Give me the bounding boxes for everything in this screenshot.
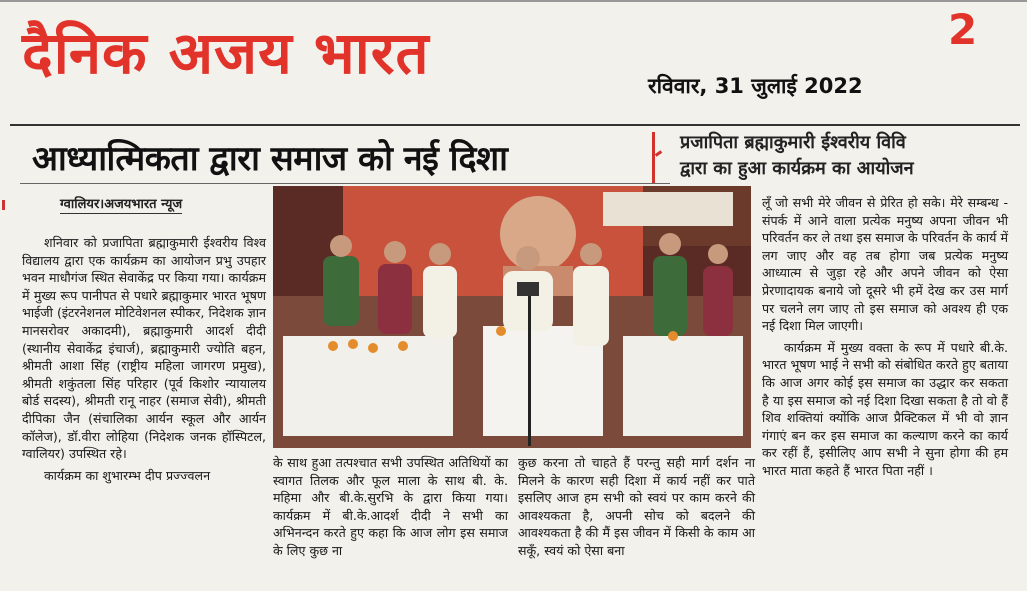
headline-divider-mark <box>652 132 660 184</box>
subhead-line-1: प्रजापिता ब्रह्माकुमारी ईश्वरीय विवि <box>680 132 906 153</box>
masthead-rule <box>10 124 1020 126</box>
article-column-3: कुछ करना तो चाहते हैं परन्तु सही मार्ग दर्शन ना मिलने के कारण सही दिशा में कार्य नहीं कर पाते इसलिए आज हम सभी को स्वयं पर काम करने की आवश्यकता है, अपनी सोच को बदलने की आवश्यकता है की मैं इस जीवन में किसी के काम आ सकूँ, स्वयं को ऐसा बना <box>518 455 755 558</box>
event-photo <box>273 186 751 448</box>
event-photo-illustration <box>273 186 751 448</box>
article-headline: आध्यात्मिकता द्वारा समाज को नई दिशा <box>32 139 508 179</box>
column-4-paragraph-1: लूँ जो सभी मेरे जीवन से प्रेरित हो सके। मेरे सम्बन्ध - संपर्क में आने वाला प्रत्येक मनुष्य अपना जीवन भी परिवर्तन कर ले तथा इस समाज के परिवर्तन के कार्य में लग जाए और वह तब होगा जब प्रत्येक मनुष्य आध्यात्म से जुड़ा रहे और अपने जीवन को ऐसा प्रेरणादायक बनाये जो दूसरे भी हमें देख कर उस मार्ग पर चलने लग जाए तो इस समाज को अवश्य ही एक नई दिशा मिल जाएगी। <box>762 195 1008 334</box>
article-column-4 <box>762 194 1008 480</box>
headline-rule <box>20 183 670 184</box>
issue-date: रविवार, 31 जुलाई 2022 <box>648 74 863 98</box>
article-column-2: के साथ हुआ तत्पश्चात सभी उपस्थित अतिथियों का स्वागत तिलक और फूल माला के साथ बी. के. महिमा और बी.के.सुरभि के द्वारा किया गया। कार्यक्रम में बी.के.आदर्श दीदी ने सभी का अभिनन्दन करते हुए कहा कि आज लोग इस समाज के लिए कुछ ना <box>273 455 508 558</box>
article-dateline: ग्वालियर।अजयभारत न्यूज <box>60 194 182 214</box>
clipped-top-edge <box>0 0 1027 2</box>
page-number: 2 <box>948 5 978 54</box>
article-column-1 <box>22 234 266 484</box>
subhead-line-2: द्वारा का हुआ कार्यक्रम का आयोजन <box>680 158 914 179</box>
column-1-paragraph-1: शनिवार को प्रजापिता ब्रह्माकुमारी ईश्वरीय विश्व विद्यालय द्वारा एक कार्यक्रम का आयोजन प्रभु उपहार भवन माधौगंज स्थित सेवाकेंद्र पर किया गया। कार्यक्रम में मुख्य रूप पानीपत से पधारे ब्रह्माकुमार भारत भूषण भाईजी (इंटरनेशनल मोटिवेशनल स्पीकर, निदेशक ज्ञान मानसरोवर अकादमी), ब्रह्माकुमारी आदर्श दीदी (स्थानीय सेवाकेंद्र इंचार्ज), ब्रह्माकुमारी ज्योति बहन, श्रीमती आशा सिंह (राष्ट्रीय महिला जागरण प्रमुख), श्रीमती शकुंतला सिंह परिहार (पूर्व किशोर न्यायालय बोर्ड सदस्य), श्रीमती रानू नाहर (समाज सेवी), श्रीमती दीपिका जैन (संचालिका आर्यन स्कूल और आर्यन कॉलेज), डॉ.वीरा लोहिया (निदेशक जनक हॉस्पिटल, ग्वालियर) उपस्थित रहे। <box>22 235 266 462</box>
article-subhead <box>680 130 1020 182</box>
column-1-paragraph-2: कार्यक्रम का शुभारम्भ दीप प्रज्ज्वलन <box>44 467 211 483</box>
column-4-paragraph-2: कार्यक्रम में मुख्य वक्ता के रूप में पधारे बी.के. भारत भूषण भाई ने सभी को संबोधित करते हुए बताया कि आज अगर कोई इस समाज का उद्धार कर सकता है या इस समाज को नई दिशा दिखा सकता है तो वो हैं शिव शक्तियां क्योंकि आज प्रैक्टिकल में भी वो ज्ञान गंगाएं बन कर इस समाज का कल्याण करने का कार्य कर रहीं हैं, इसीलिए आप सभी ने सुना होगा की हम भारत माता कहते हैं भारत पिता नहीं । <box>762 339 1008 478</box>
newspaper-masthead: दैनिक अजय भारत <box>22 19 430 87</box>
left-margin-mark <box>2 200 5 210</box>
